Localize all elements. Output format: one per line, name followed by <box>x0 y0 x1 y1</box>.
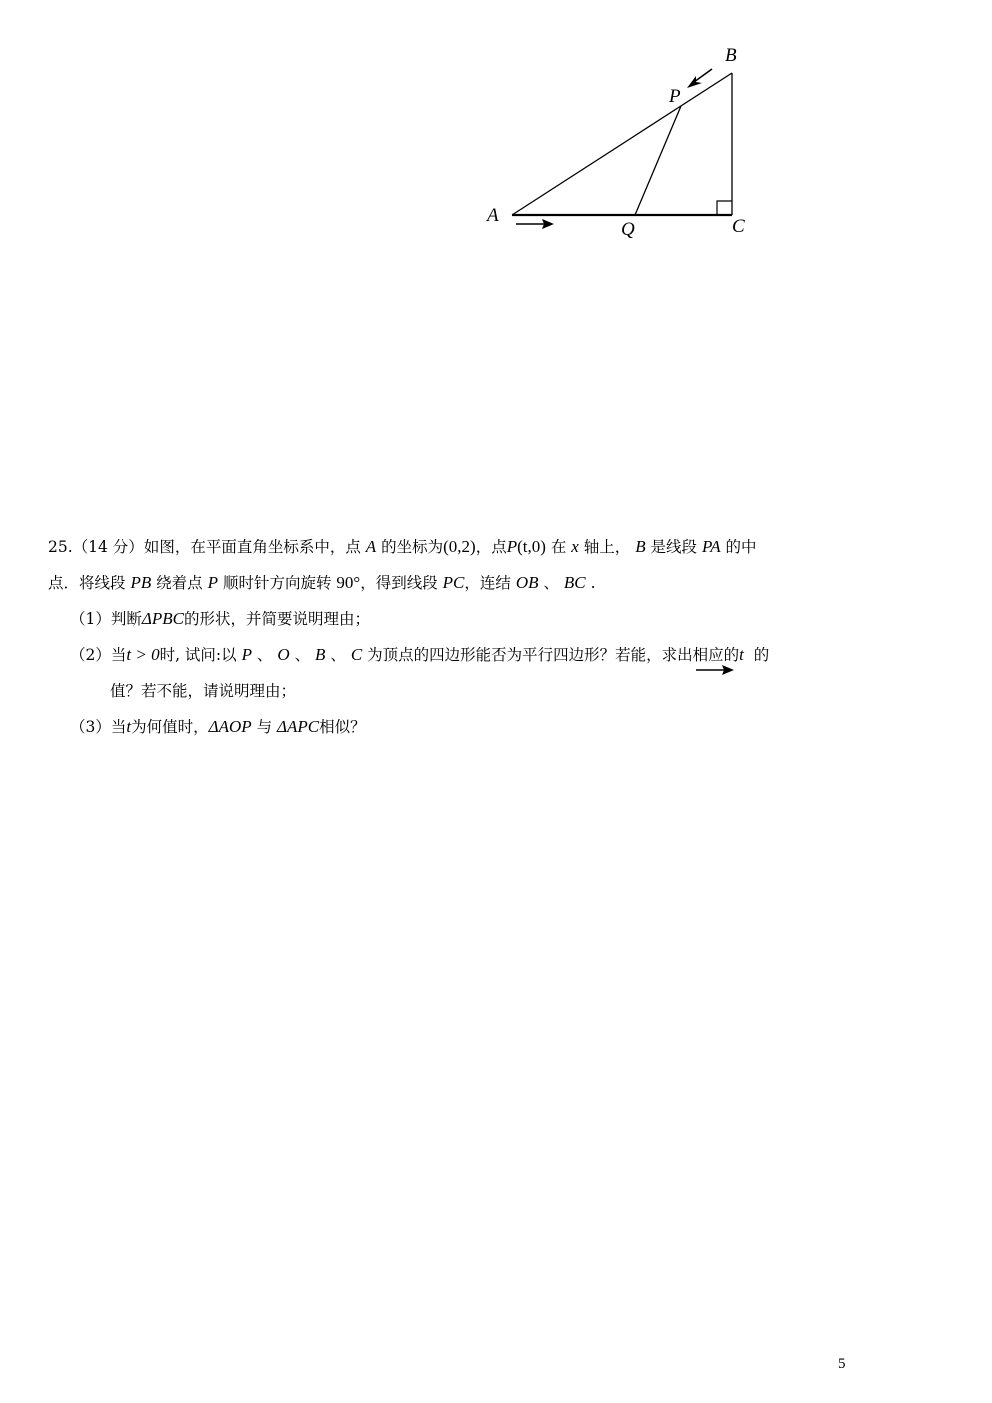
right-angle-mark <box>717 201 732 215</box>
q3-label: （3）当 <box>70 718 127 736</box>
problem-number: 25. <box>48 538 73 556</box>
text: 是线段 <box>650 538 698 556</box>
text: 顺时针方向旋转 <box>222 574 332 592</box>
label-a: A <box>487 205 499 226</box>
math-coord-p: (t,0) <box>517 537 546 556</box>
text: 在 <box>550 538 567 556</box>
math-t: t <box>739 645 744 664</box>
page-number: 5 <box>838 1356 846 1372</box>
math-angle: 90° <box>336 573 361 592</box>
math-p: P <box>241 645 252 664</box>
math-x: x <box>571 537 579 556</box>
math-tri-apc: ΔAPC <box>277 717 320 736</box>
text: . <box>590 574 596 592</box>
math-b: B <box>635 537 646 556</box>
math-c: C <box>350 645 363 664</box>
math-bc: BC <box>563 573 586 592</box>
label-c: C <box>732 216 745 237</box>
text: 的形状，并简要说明理由； <box>183 610 370 628</box>
math-tri-aop: ΔAOP <box>208 717 252 736</box>
text: 、 <box>294 646 311 664</box>
question-2-continued <box>110 680 970 702</box>
math-pb: PB <box>130 573 152 592</box>
text: 、 <box>330 646 346 664</box>
text: 时, 试问:以 <box>159 646 237 664</box>
text: 值？若不能，请说明理由； <box>110 682 297 700</box>
text: 的 <box>753 646 770 664</box>
text: 相似？ <box>319 718 366 736</box>
question-3 <box>70 716 930 738</box>
math-t: t <box>126 717 132 736</box>
math-o: O <box>277 645 290 664</box>
text: 点．将线段 <box>48 574 126 592</box>
math-b: B <box>315 645 326 664</box>
math-ob: OB <box>515 573 539 592</box>
problem-line-1 <box>48 536 908 558</box>
text: 绕着点 <box>156 574 203 592</box>
math-a: A <box>365 537 377 556</box>
math-p: P <box>207 573 219 592</box>
question-2 <box>70 644 930 666</box>
math-pc: PC <box>442 573 465 592</box>
text: 的坐标为 <box>381 538 444 556</box>
arrow-right-icon <box>516 219 554 229</box>
q1-label: （1）判断 <box>70 610 142 628</box>
text: 与 <box>256 718 273 736</box>
text: 、 <box>256 646 273 664</box>
text: 为顶点的四边形能否为平行四边形？若能，求出相应的 <box>367 646 740 664</box>
q2-label: （2）当 <box>70 646 127 664</box>
text: 为何值时， <box>131 718 209 736</box>
math-pa: PA <box>702 537 721 556</box>
label-b: B <box>725 45 737 66</box>
label-q: Q <box>621 219 635 240</box>
math-p: P <box>506 537 518 556</box>
arrow-down-left-icon <box>687 69 712 88</box>
problem-line-2 <box>48 572 908 594</box>
math-tri-pbc: ΔPBC <box>141 609 184 628</box>
text: ，连结 <box>464 574 511 592</box>
text: ，得到线段 <box>360 574 438 592</box>
question-1 <box>70 608 930 630</box>
segment-ab <box>512 73 732 215</box>
segment-pq <box>635 106 681 215</box>
math-coord-a: (0,2) <box>443 537 476 556</box>
text: 的中 <box>725 538 757 556</box>
text: 轴上， <box>583 538 631 556</box>
label-p: P <box>669 86 681 107</box>
triangle-diagram <box>470 38 770 258</box>
triangle-figure <box>470 38 770 258</box>
arrow-right-icon <box>696 664 736 676</box>
problem-points: （14 分） <box>72 538 144 556</box>
text: 、 <box>543 574 559 592</box>
text: 如图，在平面直角坐标系中，点 <box>143 538 361 556</box>
math-cond: t > 0 <box>126 645 160 664</box>
text: ，点 <box>475 538 507 556</box>
